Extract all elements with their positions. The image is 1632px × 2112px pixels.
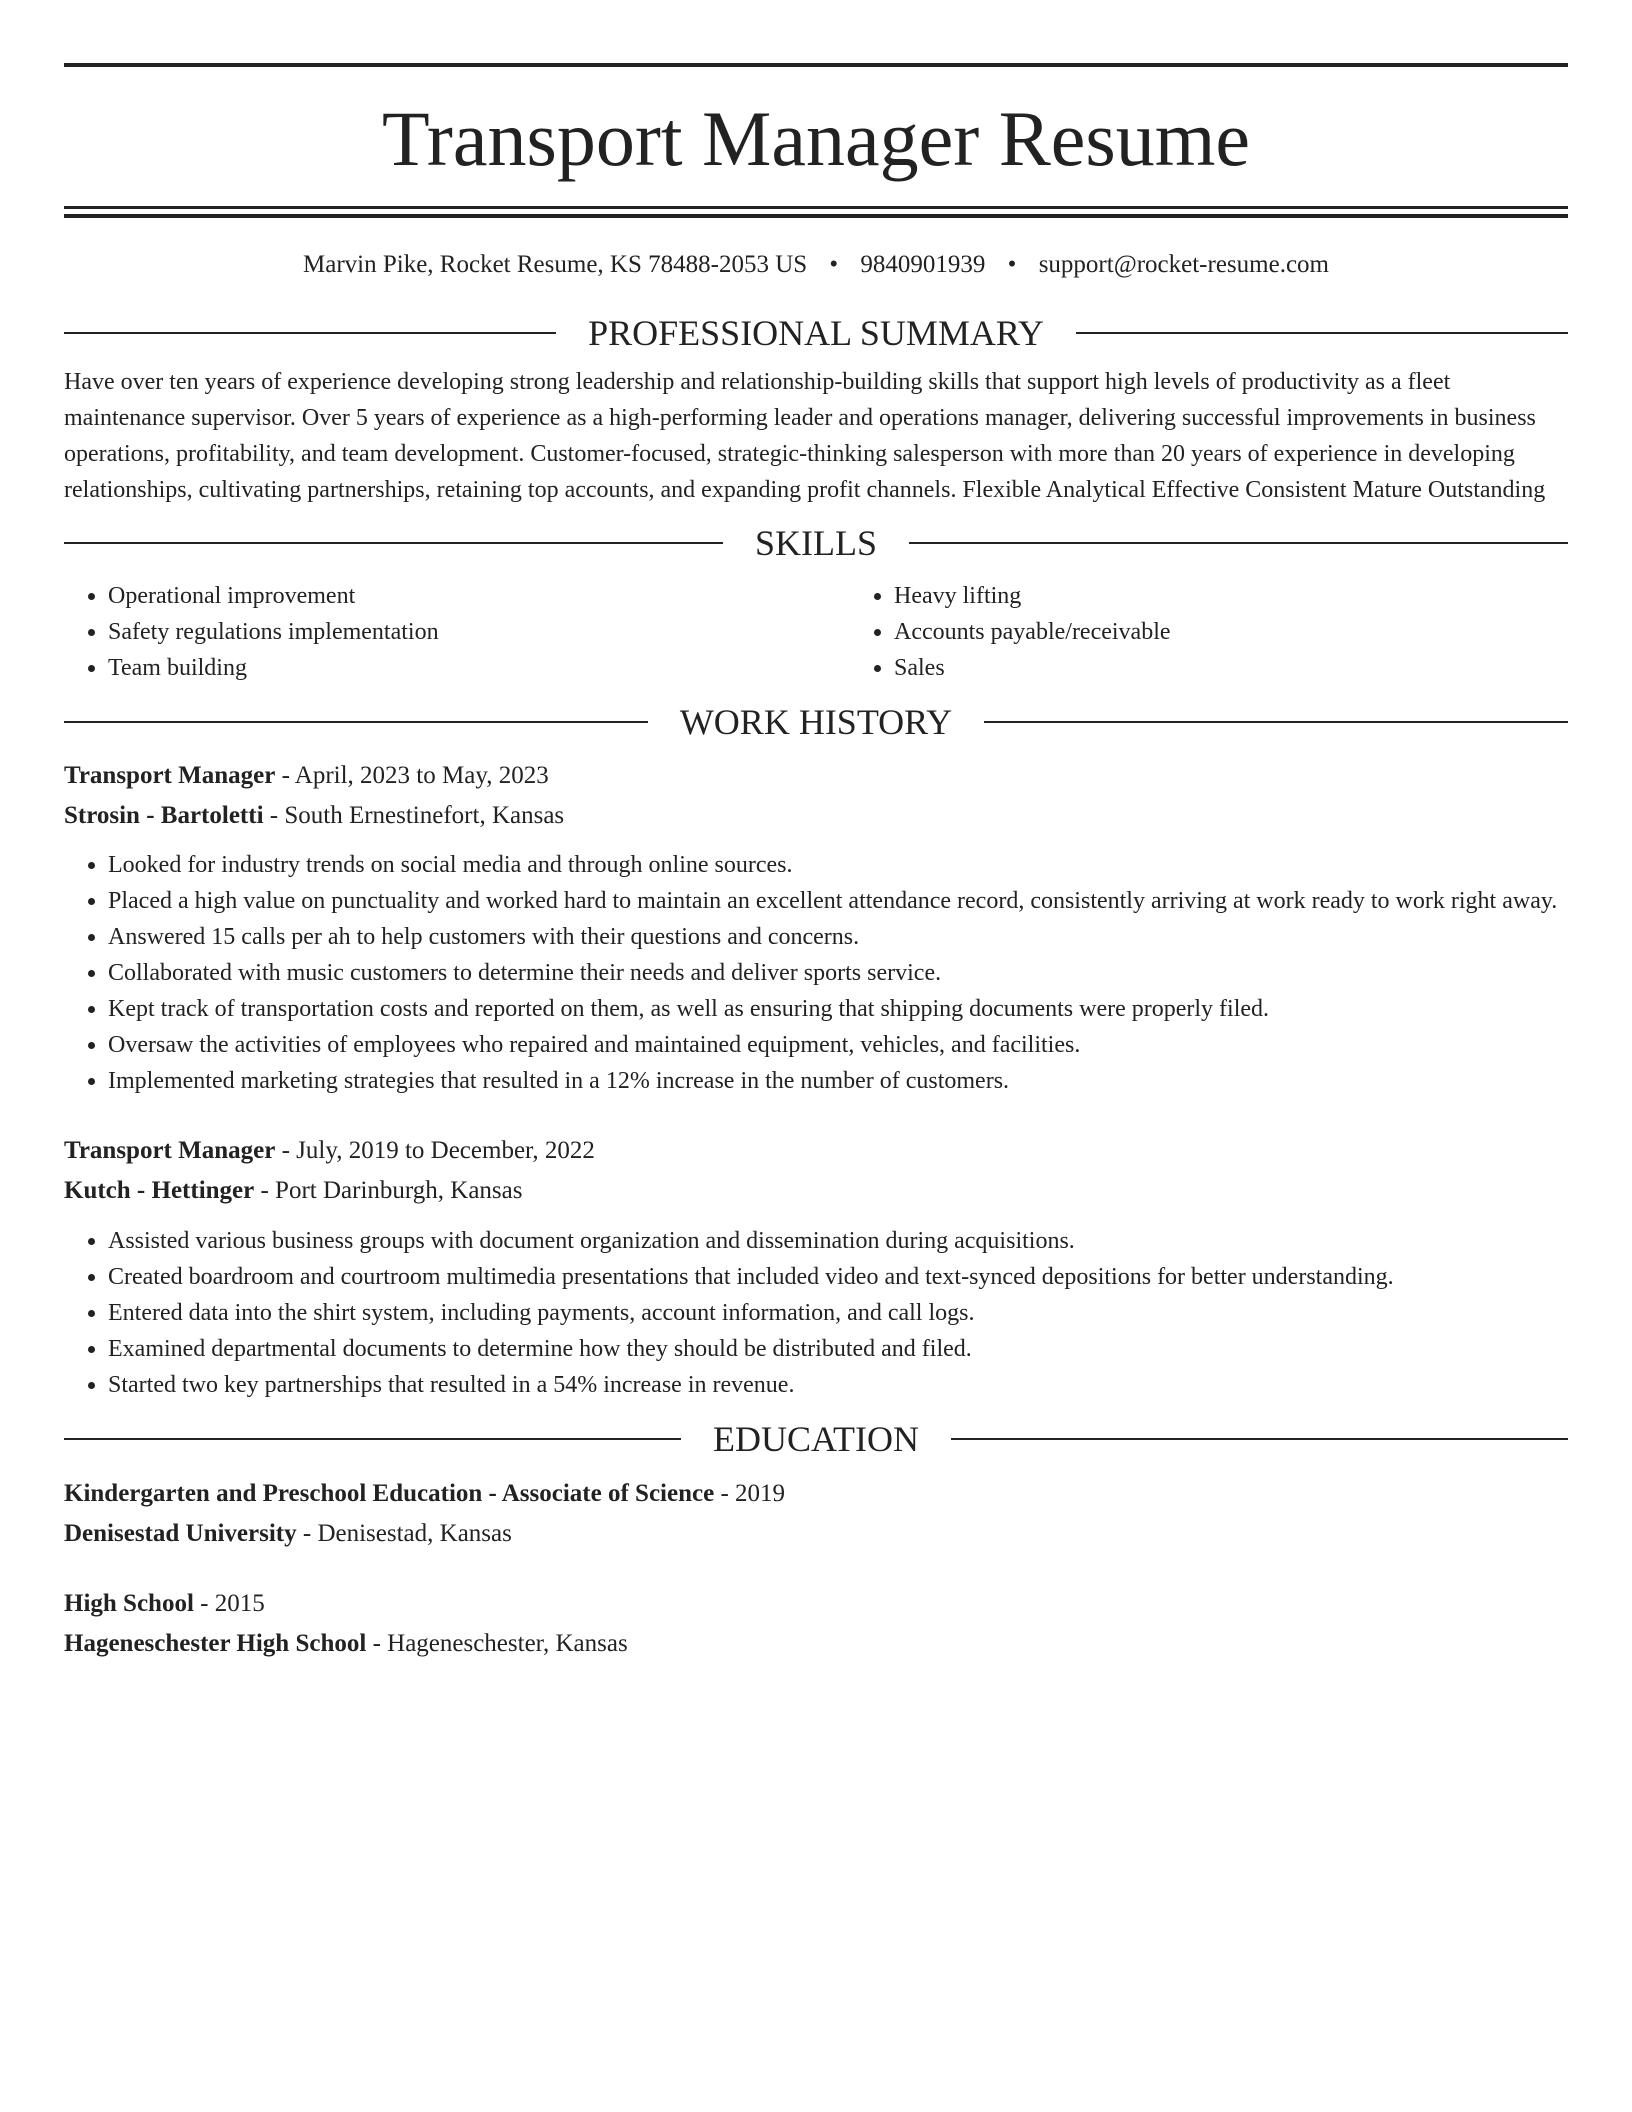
contact-phone: 9840901939 bbox=[860, 251, 986, 278]
job-duties bbox=[64, 1223, 1568, 1403]
education-entry bbox=[64, 1584, 1568, 1664]
job-duty: • Placed a high value on punctuality and worked hard to maintain an excellent attendance record, consistently arriving at work ready to work right away. bbox=[108, 883, 1568, 919]
job-location: - Port Darinburgh, Kansas bbox=[254, 1177, 523, 1204]
job-duty: • Kept track of transportation costs and reported on them, as well as ensuring that shipping documents were properly filed. bbox=[108, 991, 1568, 1027]
section-rule-left bbox=[64, 332, 556, 334]
education-heading: EDUCATION bbox=[713, 1419, 919, 1459]
section-rule-left bbox=[64, 1438, 681, 1440]
job-location: - South Ernestinefort, Kansas bbox=[263, 802, 565, 829]
job-duty: • Implemented marketing strategies that resulted in a 12% increase in the number of customers. bbox=[108, 1063, 1568, 1099]
job-duty: • Created boardroom and courtroom multimedia presentations that included video and text-synced depositions for better understanding. bbox=[108, 1259, 1568, 1295]
skills-column-left bbox=[64, 578, 850, 686]
skills-list bbox=[64, 578, 1568, 686]
title-bottom-double-rule bbox=[64, 206, 1568, 218]
contact-line bbox=[64, 248, 1568, 282]
job-duty: • Collaborated with music customers to determine their needs and deliver sports service. bbox=[108, 955, 1568, 991]
job-company: Kutch - Hettinger bbox=[64, 1177, 255, 1204]
education-location: - Hageneschester, Kansas bbox=[366, 1630, 628, 1657]
job-company: Strosin - Bartoletti bbox=[64, 802, 264, 829]
job-title-line bbox=[64, 1131, 1568, 1171]
summary-section-header bbox=[64, 311, 1568, 355]
education-section-header bbox=[64, 1417, 1568, 1461]
summary-text: Have over ten years of experience developing strong leadership and relationship-building skills that support high levels of productivity as a fleet maintenance supervisor. Over 5 years of experience as a high-performing leader and operations manager, delivering successful improvements in business operations, profitability, and team development. Customer-focused, strategic-thinking salesperson with more than 20 years of experience in developing relationships, cultivating partnerships, retaining top accounts, and expanding profit channels. Flexible Analytical Effective Consistent Mature Outstanding bbox=[64, 369, 1546, 503]
skill-item: • Accounts payable/receivable bbox=[894, 614, 1632, 650]
skill-item: • Operational improvement bbox=[108, 578, 850, 614]
skill-item: • Team building bbox=[108, 650, 850, 686]
skill-item: • Safety regulations implementation bbox=[108, 614, 850, 650]
skills-heading: SKILLS bbox=[755, 523, 878, 563]
skill-item: • Sales bbox=[894, 650, 1632, 686]
section-rule-right bbox=[909, 542, 1568, 544]
education-degree: High School bbox=[64, 1590, 194, 1617]
job-title: Transport Manager bbox=[64, 762, 276, 789]
job-company-line bbox=[64, 1171, 1568, 1211]
section-rule-right bbox=[984, 721, 1568, 723]
job-dates: - July, 2019 to December, 2022 bbox=[275, 1137, 595, 1164]
education-degree-line bbox=[64, 1584, 1568, 1624]
education-location: - Denisestad, Kansas bbox=[296, 1520, 512, 1547]
job-duty: • Entered data into the shirt system, including payments, account information, and call logs. bbox=[108, 1295, 1568, 1331]
job-dates: - April, 2023 to May, 2023 bbox=[275, 762, 549, 789]
job-duty: • Answered 15 calls per ah to help customers with their questions and concerns. bbox=[108, 919, 1568, 955]
education-year: - 2019 bbox=[714, 1480, 786, 1507]
skills-section-header bbox=[64, 521, 1568, 565]
job-title: Transport Manager bbox=[64, 1137, 276, 1164]
section-rule-left bbox=[64, 721, 648, 723]
work-heading: WORK HISTORY bbox=[679, 702, 953, 742]
contact-email: support@rocket-resume.com bbox=[1038, 251, 1329, 278]
job-duty: • Looked for industry trends on social media and through online sources. bbox=[108, 847, 1568, 883]
skill-item: • Heavy lifting bbox=[894, 578, 1632, 614]
education-school: Hageneschester High School bbox=[64, 1630, 367, 1657]
resume-title: Transport Manager Resume bbox=[382, 95, 1250, 182]
skills-column-right bbox=[850, 578, 1632, 686]
education-degree: Kindergarten and Preschool Education - Associate of Science bbox=[64, 1480, 715, 1507]
job-duty: • Oversaw the activities of employees who repaired and maintained equipment, vehicles, and facilities. bbox=[108, 1027, 1568, 1063]
job-duty: • Examined departmental documents to determine how they should be distributed and filed. bbox=[108, 1331, 1568, 1367]
work-section-header bbox=[64, 700, 1568, 744]
job-duty: • Assisted various business groups with document organization and dissemination during acquisitions. bbox=[108, 1223, 1568, 1259]
education-school-line bbox=[64, 1514, 1568, 1554]
contact-separator: • bbox=[1007, 251, 1017, 278]
education-degree-line bbox=[64, 1474, 1568, 1514]
section-rule-right bbox=[951, 1438, 1568, 1440]
section-rule-right bbox=[1076, 332, 1568, 334]
summary-heading: PROFESSIONAL SUMMARY bbox=[588, 313, 1044, 353]
education-school: Denisestad University bbox=[64, 1520, 297, 1547]
section-rule-left bbox=[64, 542, 723, 544]
contact-separator: • bbox=[829, 251, 839, 278]
job-entry bbox=[64, 756, 1568, 1099]
job-company-line bbox=[64, 796, 1568, 836]
job-duties bbox=[64, 847, 1568, 1099]
job-entry bbox=[64, 1131, 1568, 1403]
education-entry bbox=[64, 1474, 1568, 1554]
education-school-line bbox=[64, 1624, 1568, 1664]
job-title-line bbox=[64, 756, 1568, 796]
contact-address: Marvin Pike, Rocket Resume, KS 78488-2053 US bbox=[303, 251, 808, 278]
education-year: - 2015 bbox=[193, 1590, 265, 1617]
job-duty: • Started two key partnerships that resulted in a 54% increase in revenue. bbox=[108, 1367, 1568, 1403]
